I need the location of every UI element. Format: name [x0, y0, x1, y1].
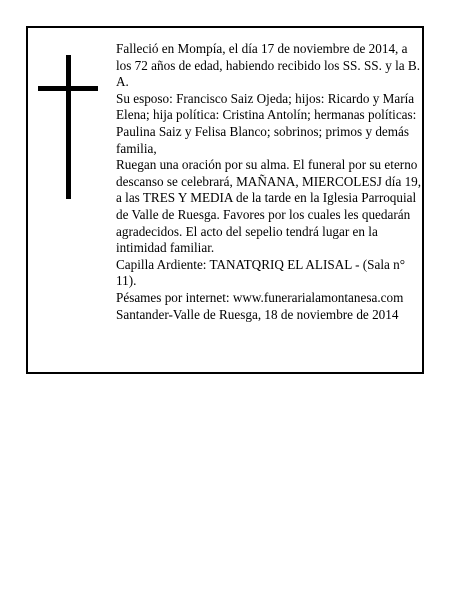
cross-vertical-bar [66, 55, 71, 199]
family-list: Su esposo: Francisco Saiz Ojeda; hijos: Ricardo y María Elena; hija política: Cristina Antolín; hermanas políticas: Paulina Saiz y Felisa Blanco; sobrinos; primos y demás familia, [116, 90, 417, 156]
chapel-info: Capilla Ardiente: TANATQRIQ EL ALISAL - (Sala n° 11). [116, 256, 406, 289]
obituary-text [116, 41, 422, 323]
condolences-website: Pésames por internet: www.funerarialamontanesa.com [116, 289, 404, 305]
place-and-date: Santander-Valle de Ruesga, 18 de noviembre de 2014 [116, 306, 399, 322]
death-announcement: Falleció en Mompía, el día 17 de noviembre de 2014, a los 72 años de edad, habiendo recibido los SS. SS. y la B. A. [116, 41, 421, 90]
obituary-notice [26, 26, 424, 374]
latin-cross-icon [38, 55, 98, 199]
funeral-details: Ruegan una oración por su alma. El funeral por su eterno descanso se celebrará, MAÑANA, MIERCOLESJ día 19, a las TRES Y MEDIA de la tarde en la Iglesia Parroquial de Valle de Ruesga. Favores por los cuales les quedarán agradecidos. El acto del sepelio tendrá lugar en la intimidad familiar. [116, 157, 422, 256]
cross-horizontal-bar [38, 86, 98, 91]
